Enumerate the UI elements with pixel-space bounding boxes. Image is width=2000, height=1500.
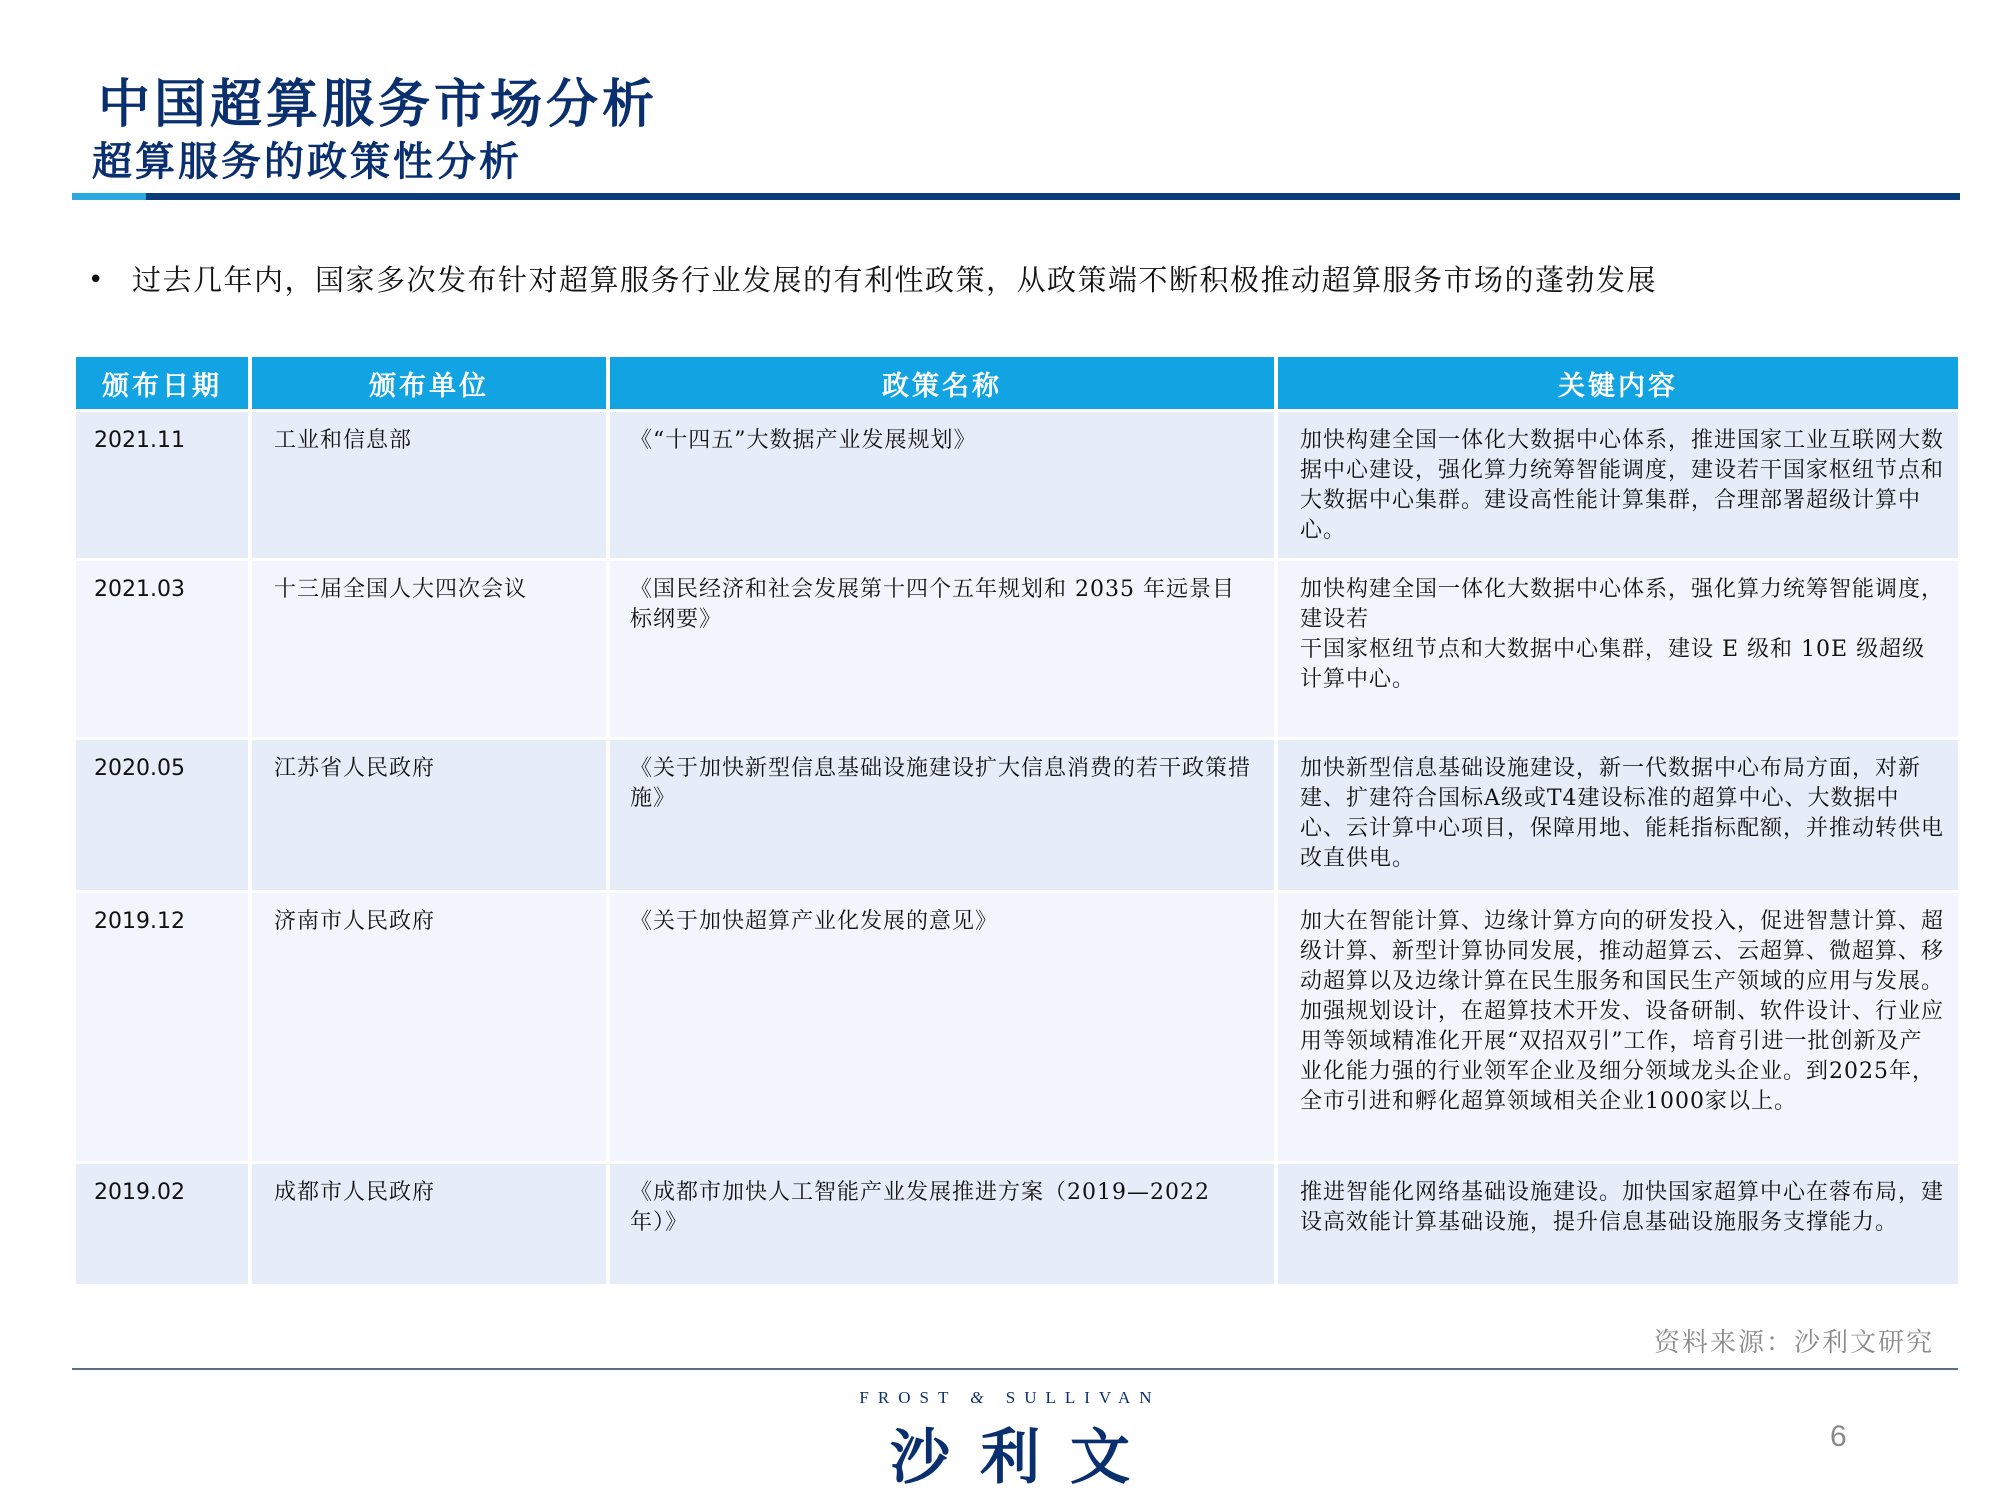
cell-key-content: 加快新型信息基础设施建设，新一代数据中心布局方面，对新建、扩建符合国标A级或T4建设标准的超算中心、大数据中心、云计算中心项目，保障用地、能耗指标配额，并推动转供电改直供电。 bbox=[1278, 740, 1958, 890]
cell-date: 2021.03 bbox=[76, 561, 248, 737]
bullet-text: 过去几年内，国家多次发布针对超算服务行业发展的有利性政策，从政策端不断积极推动超算服务市场的蓬勃发展 bbox=[132, 263, 1658, 297]
table-row bbox=[76, 893, 1958, 1161]
cell-issuer: 成都市人民政府 bbox=[252, 1164, 606, 1284]
page-number: 6 bbox=[1830, 1420, 1847, 1453]
cell-issuer: 江苏省人民政府 bbox=[252, 740, 606, 890]
cell-policy-name: 《国民经济和社会发展第十四个五年规划和 2035 年远景目标纲要》 bbox=[610, 561, 1274, 737]
column-header-key-content: 关键内容 bbox=[1278, 357, 1958, 409]
cell-date: 2019.12 bbox=[76, 893, 248, 1161]
title-divider-accent bbox=[72, 193, 146, 200]
cell-policy-name: 《成都市加快人工智能产业发展推进方案（2019—2022年）》 bbox=[610, 1164, 1274, 1284]
cell-key-content: 推进智能化网络基础设施建设。加快国家超算中心在蓉布局，建设高效能计算基础设施，提升信息基础设施服务支撑能力。 bbox=[1278, 1164, 1958, 1284]
table-row bbox=[76, 1164, 1958, 1284]
cell-key-content: 加快构建全国一体化大数据中心体系，推进国家工业互联网大数据中心建设，强化算力统筹智能调度，建设若干国家枢纽节点和大数据中心集群。建设高性能计算集群，合理部署超级计算中心。 bbox=[1278, 412, 1958, 558]
column-header-policy: 政策名称 bbox=[610, 357, 1274, 409]
logo-chinese-wordmark: 沙利文 bbox=[890, 1423, 1160, 1493]
cell-policy-name: 《关于加快新型信息基础设施建设扩大信息消费的若干政策措施》 bbox=[610, 740, 1274, 890]
frost-sullivan-logo bbox=[840, 1388, 1180, 1496]
policy-table bbox=[72, 354, 1962, 1287]
logo-ampersand: & bbox=[970, 1388, 993, 1407]
title-divider bbox=[72, 193, 1960, 200]
source-note: 资料来源：沙利文研究 bbox=[1653, 1328, 1934, 1358]
table-row bbox=[76, 740, 1958, 890]
bullet-marker: • bbox=[88, 265, 104, 295]
cell-policy-name: 《“十四五”大数据产业发展规划》 bbox=[610, 412, 1274, 558]
column-header-date: 颁布日期 bbox=[76, 357, 248, 409]
logo-english-wordmark bbox=[840, 1388, 1180, 1408]
page-subtitle: 超算服务的政策性分析 bbox=[92, 138, 522, 185]
table-header-row bbox=[76, 357, 1958, 409]
cell-issuer: 工业和信息部 bbox=[252, 412, 606, 558]
page-title: 中国超算服务市场分析 bbox=[98, 74, 659, 135]
table-row bbox=[76, 561, 1958, 737]
cell-date: 2020.05 bbox=[76, 740, 248, 890]
logo-word-sullivan: SULLIVAN bbox=[992, 1388, 1161, 1407]
logo-word-frost: FROST bbox=[859, 1388, 971, 1407]
cell-policy-name: 《关于加快超算产业化发展的意见》 bbox=[610, 893, 1274, 1161]
cell-date: 2019.02 bbox=[76, 1164, 248, 1284]
cell-issuer: 十三届全国人大四次会议 bbox=[252, 561, 606, 737]
column-header-issuer: 颁布单位 bbox=[252, 357, 606, 409]
cell-date: 2021.11 bbox=[76, 412, 248, 558]
cell-issuer: 济南市人民政府 bbox=[252, 893, 606, 1161]
table-row bbox=[76, 412, 1958, 558]
cell-key-content: 加大在智能计算、边缘计算方向的研发投入，促进智慧计算、超级计算、新型计算协同发展，推动超算云、云超算、微超算、移动超算以及边缘计算在民生服务和国民生产领域的应用与发展。加强规划设计，在超算技术开发、设备研制、软件设计、行业应用等领域精准化开展“双招双引”工作，培育引进一批创新及产业化能力强的行业领军企业及细分领域龙头企业。到2025年，全市引进和孵化超算领域相关企业1000家以上。 bbox=[1278, 893, 1958, 1161]
footer-divider bbox=[72, 1368, 1958, 1370]
summary-bullet bbox=[88, 258, 1948, 302]
cell-key-content: 加快构建全国一体化大数据中心体系，强化算力统筹智能调度，建设若 干国家枢纽节点和大数据中心集群，建设 E 级和 10E 级超级计算中心。 bbox=[1278, 561, 1958, 737]
